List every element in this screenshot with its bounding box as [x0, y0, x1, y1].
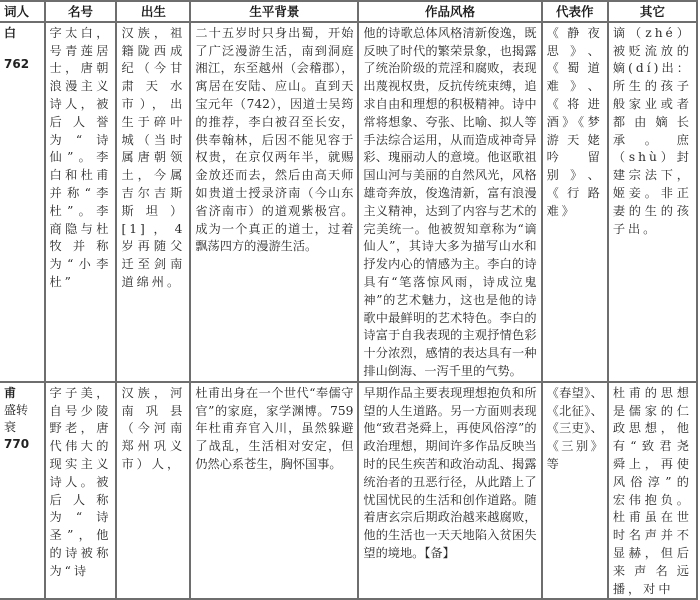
- poet-cell: [0, 22, 45, 382]
- other-cell: 杜甫的思想是儒家的仁政思想，他有“致君尧舜上，再使风俗淳”的宏伟抱负。杜甫虽在世时名声并不显赫，但后来声名远播，对中: [608, 382, 697, 600]
- background-cell: 杜甫出身在一个世代“奉儒守官”的家庭，家学渊博。759年杜甫弃官入川，虽然躲避了战乱，生活相对安定，但仍然心系苍生，胸怀国事。: [190, 382, 358, 600]
- poet-cell: [0, 382, 45, 600]
- header-name-title: 名号: [45, 1, 117, 22]
- header-poet: 词人: [0, 1, 45, 22]
- style-cell: 他的诗歌总体风格清新俊逸，既反映了时代的繁荣景象，也揭露了统治阶级的荒淫和腐败，表现出蔑视权贵，反抗传统束缚，追求自由和理想的积极精神。诗中常将想象、夸张、比喻、拟人等手法综合运用，从而造成神奇异彩、瑰丽动人的意境。他讴歌祖国山河与美丽的自然风光，风格雄奇奔放，俊逸清新，富有浪漫主义精神，达到了内容与艺术的完美统一。他被贺知章称为“谪仙人”，其诗大多为描写山水和抒发内心的情感为主。李白的诗具有“笔落惊风雨，诗成泣鬼神”的艺术魅力，这也是他的诗歌中最鲜明的艺术特色。李白的诗富于自我表现的主观抒情色彩十分浓烈，感情的表达具有一种排山倒海、一泻千里的气势。: [358, 22, 541, 382]
- header-other: 其它: [608, 1, 697, 22]
- header-style: 作品风格: [358, 1, 541, 22]
- other-cell: 谪（zhé）被贬流放的嫡(dí)出：所生的孩子般家业或者都由嫡长承。庶（shù）封建宗法下，姬妾。非正妻的生的孩子出。: [608, 22, 697, 382]
- background-cell: 二十五岁时只身出蜀，开始了广泛漫游生活，南到洞庭湘江，东至越州（会稽郡），寓居在安陆、应山。直到天宝元年（742），因道士吴筠的推荐，李白被召至长安，供奉翰林，后因不能见容于权贵，在京仅两年半，就赐金放还而去，然后由高天师如贵道士授录济南（今山东省济南市）的道观紫极宫。成为一个真正的道士，过着飘荡四方的漫游生活。: [190, 22, 358, 382]
- birth-cell: 汉族，祖籍陇西成纪（今甘肃天水市），出生于碎叶城（当时属唐朝领土，今属吉尔吉斯斯坦）[1]，4岁再随父迁至剑南道绵州。: [116, 22, 190, 382]
- table-row-du-fu: [0, 382, 697, 600]
- works-cell: 《春望》、《北征》、《三吏》、《三别》等: [542, 382, 608, 600]
- style-cell: 早期作品主要表现理想抱负和所望的人生道路。另一方面则表现他“致君尧舜上，再使风俗淳”的政治理想，期间许多作品反映当时的民生疾苦和政治动乱、揭露统治者的丑恶行径，从此踏上了忧国忧民的生活和创作道路。随着唐玄宗后期政治越来越腐败，他的生活也一天天地陷入贫困失望的境地。【备】: [358, 382, 541, 600]
- header-background: 生平背景: [190, 1, 358, 22]
- poet-name: 甫: [4, 385, 17, 400]
- name-title-cell: 字子美，自号少陵野老，唐代伟大的现实主义诗人。被后人称为“诗圣”，他的诗被称为“诗: [45, 382, 117, 600]
- name-title-cell: 字太白，号青莲居士，唐朝浪漫主义诗人，被后人誉为“诗仙”。李白和杜甫并称“李杜”。李商隐与杜牧并称为“小李杜”: [45, 22, 117, 382]
- table-row-li-bai: [0, 22, 697, 382]
- poet-name: 白: [4, 25, 17, 40]
- header-works: 代表作: [542, 1, 608, 22]
- birth-cell: 汉族，河南巩县（今河南郑州巩义市）人，: [116, 382, 190, 600]
- poet-era: 盛转衰: [4, 402, 29, 434]
- poet-years: 762: [4, 56, 30, 71]
- header-birth: 出生: [116, 1, 190, 22]
- works-cell: 《静夜思》、《蜀道难》、《将进酒》《梦游天姥吟留别》、《行路难》: [542, 22, 608, 382]
- table-header-row: [0, 1, 697, 22]
- poet-years: 770: [4, 436, 30, 451]
